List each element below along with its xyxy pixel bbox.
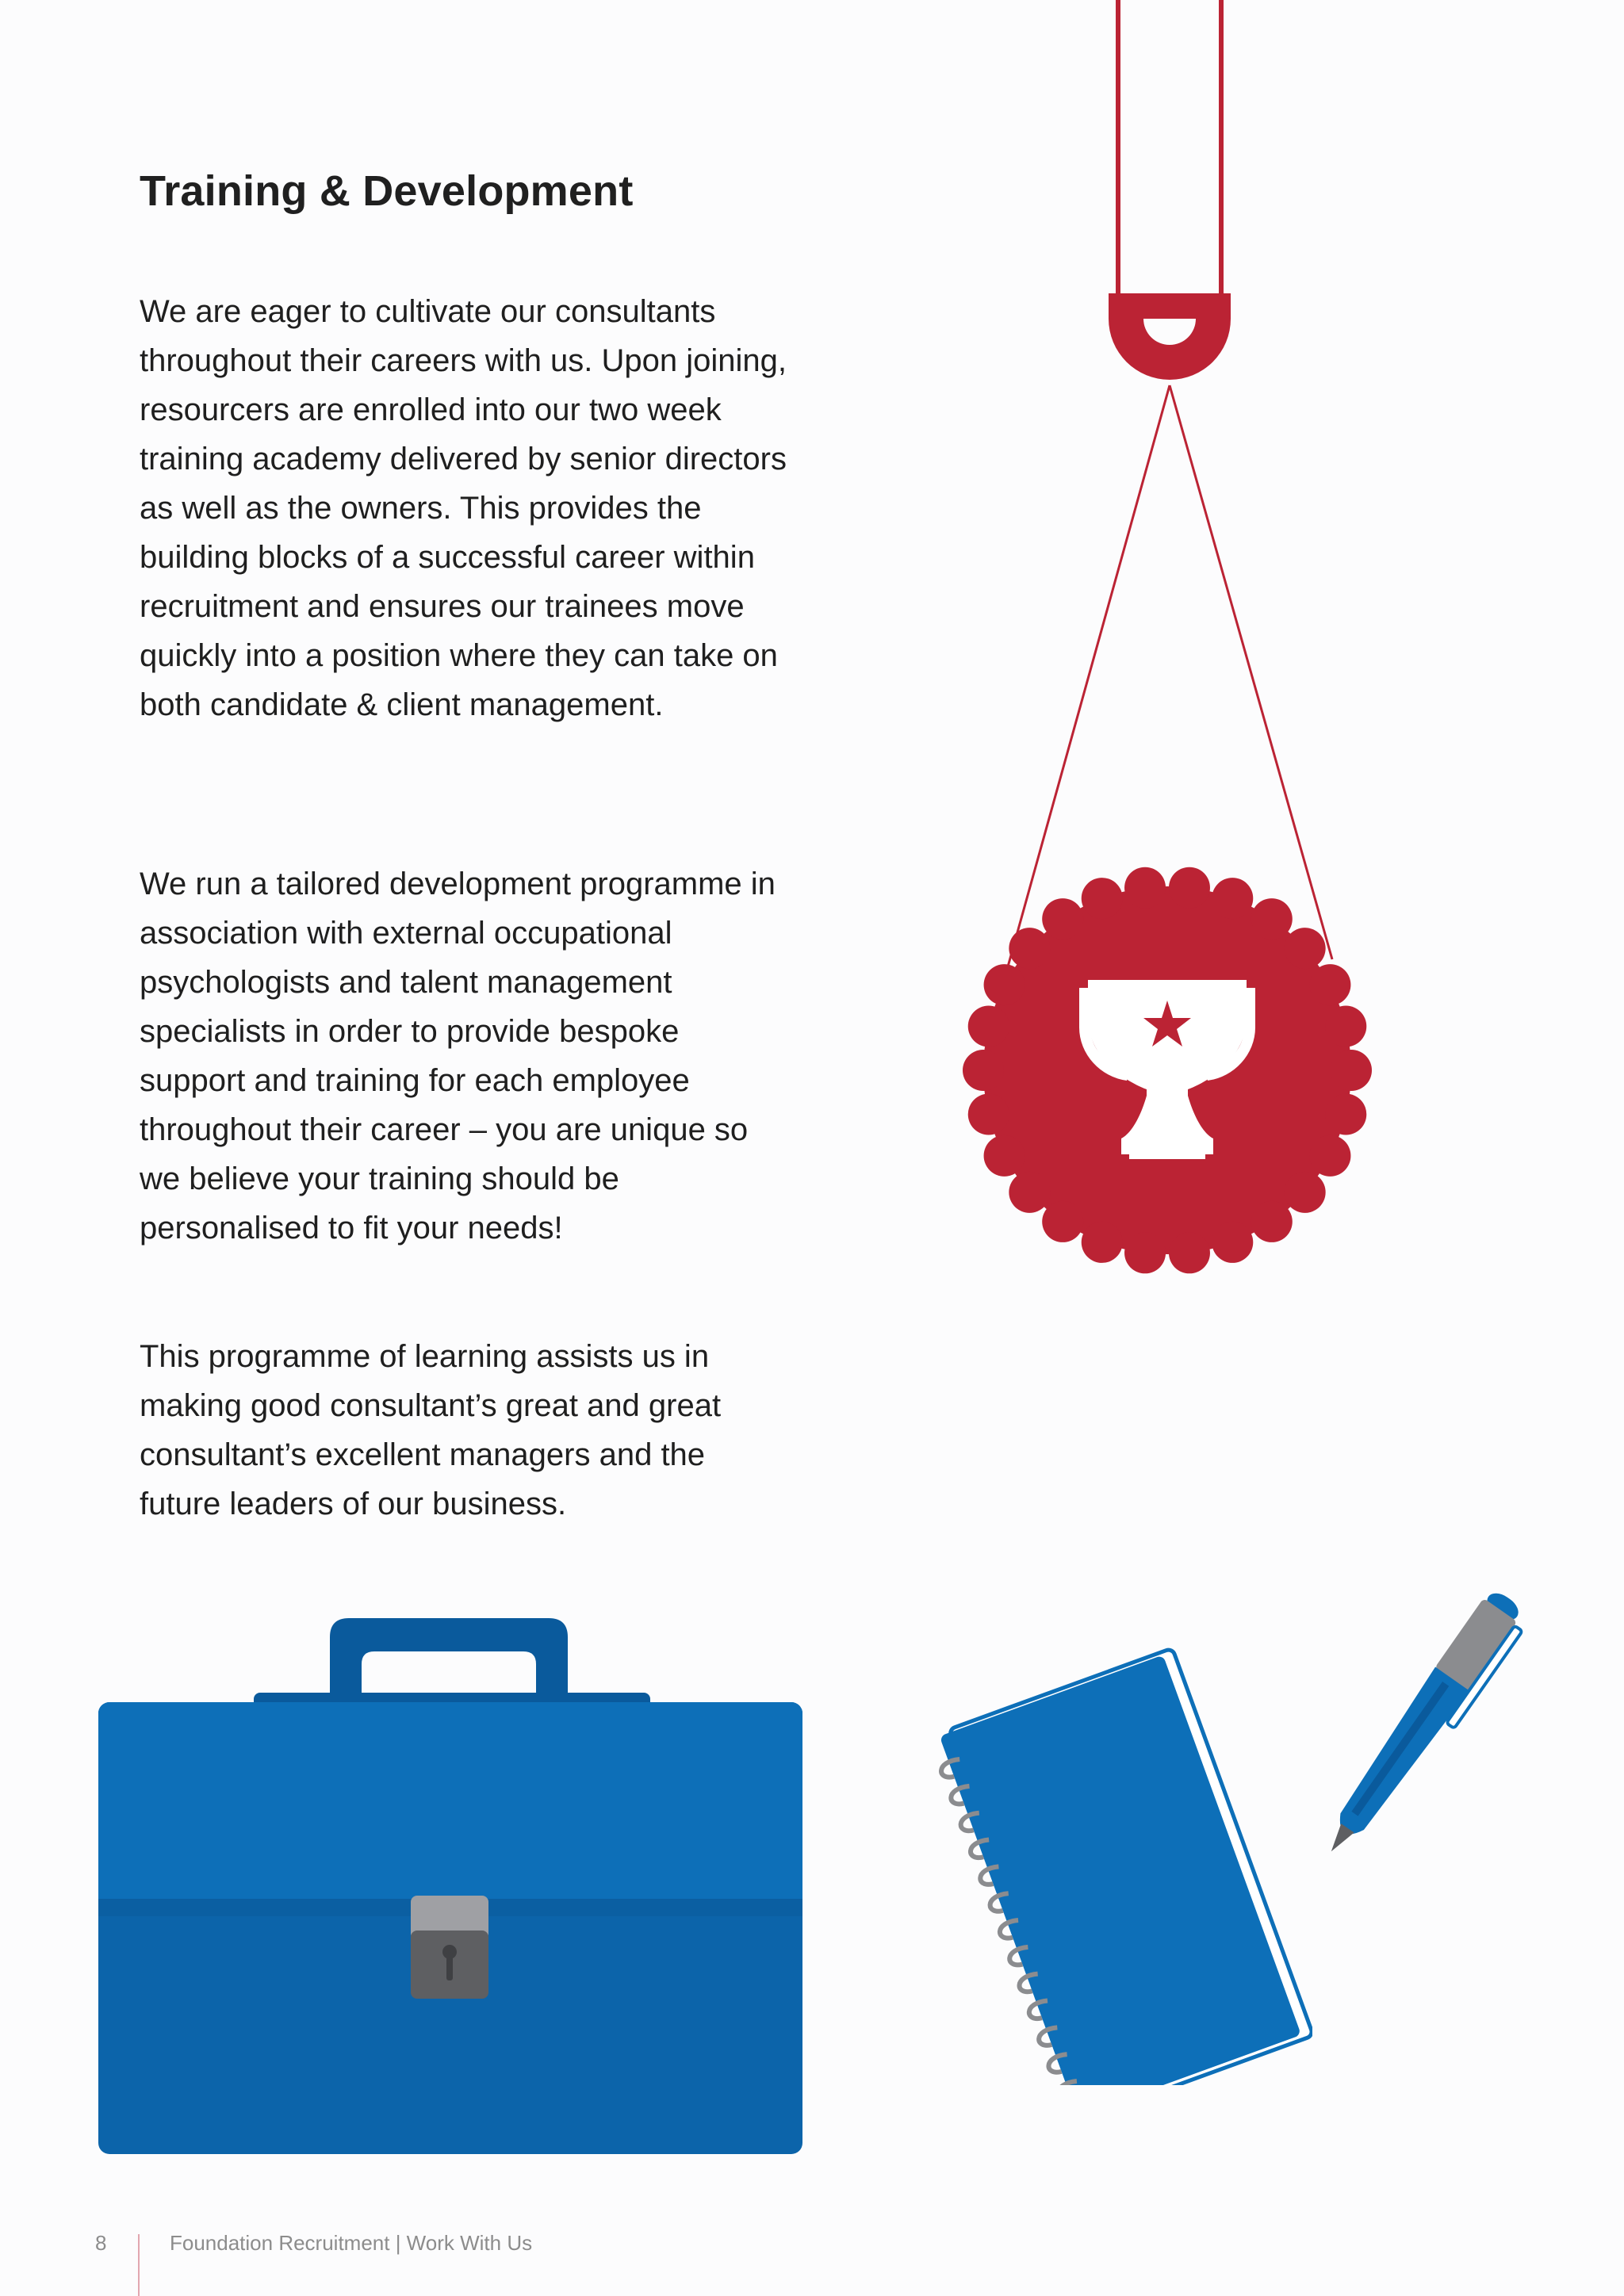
pen-icon bbox=[1300, 1566, 1538, 1891]
page-number: 8 bbox=[95, 2231, 107, 2255]
trophy-badge-illustration bbox=[952, 0, 1396, 1284]
paragraph-learning-outcomes: This programme of learning assists us in making good consultant’s great and great consultant’s excellent managers and the future leaders of our business. bbox=[140, 1339, 722, 1521]
paragraph-training-academy: We are eager to cultivate our consultants throughout their careers with us. Upon joining, resourcers are enrolled into our two week training academy delivered by senior directors as well as the owners. This provides the building blocks of a successful career within recruitment and ensures our trainees move quickly into a position where they can take on both candidate & client management. bbox=[140, 294, 787, 722]
paragraph-development-programme: We run a tailored development programme in association with external occupational psychologists and talent management specialists in order to provide bespoke support and training for each employee throughout their career – you are unique so we believe your training should be personalised to fit your needs! bbox=[140, 867, 776, 1246]
footer-text: Foundation Recruitment | Work With Us bbox=[170, 2231, 533, 2255]
page-footer bbox=[0, 2229, 1624, 2296]
footer-divider bbox=[138, 2234, 140, 2296]
page-title: Training & Development bbox=[140, 167, 634, 215]
lock-icon bbox=[411, 1896, 488, 1999]
briefcase-icon bbox=[95, 1613, 809, 2160]
hanger-strap bbox=[1109, 0, 1231, 380]
notebook-icon bbox=[916, 1633, 1312, 2085]
